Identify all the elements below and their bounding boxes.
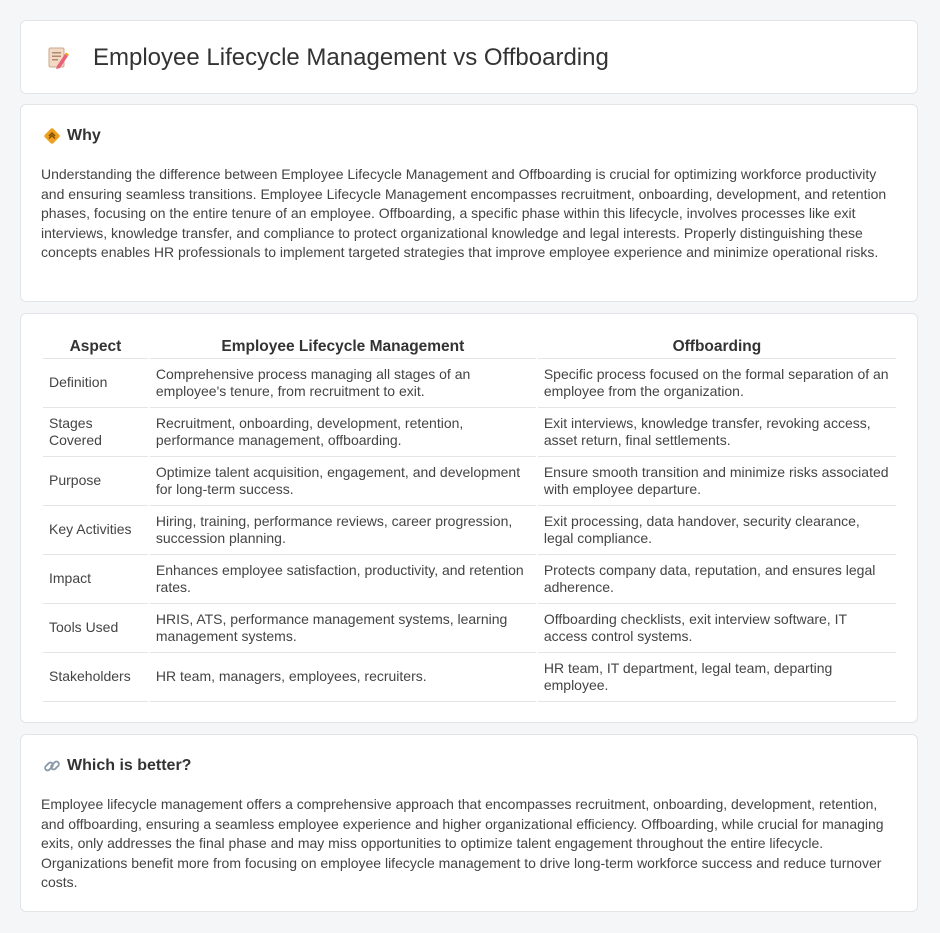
why-heading (43, 127, 101, 145)
better-title: Which is better? (67, 757, 192, 774)
comparison-card (20, 313, 918, 723)
aspect-cell: Stages Covered (43, 408, 148, 457)
lifecycle-cell: HR team, managers, employees, recruiters. (150, 653, 536, 702)
offboarding-cell: Ensure smooth transition and minimize risks associated with employee departure. (538, 457, 896, 506)
offboarding-cell: Protects company data, reputation, and ensures legal adherence. (538, 555, 896, 604)
offboarding-cell: Exit interviews, knowledge transfer, revoking access, asset return, final settlements. (538, 408, 896, 457)
offboarding-cell: Offboarding checklists, exit interview software, IT access control systems. (538, 604, 896, 653)
lifecycle-cell: Hiring, training, performance reviews, career progression, succession planning. (150, 506, 536, 555)
aspect-cell: Purpose (43, 457, 148, 506)
offboarding-cell: HR team, IT department, legal team, departing employee. (538, 653, 896, 702)
title-row (47, 43, 609, 73)
offboarding-cell: Exit processing, data handover, security clearance, legal compliance. (538, 506, 896, 555)
table-row (43, 604, 896, 653)
why-text: Understanding the difference between Employee Lifecycle Management and Offboarding is crucial for optimizing workforce productivity and ensuring seamless transitions. Employee Lifecycle Management encompasses recruitment, onboarding, development, and retention phases, focusing on the entire tenure of an employee. Offboarding, a specific phase within this lifecycle, involves processes like exit interviews, knowledge transfer, and compliance to protect organizational knowledge and legal interests. Properly distinguishing these concepts enables HR professionals to implement targeted strategies that improve employee experience and minimize operational risks. (41, 166, 887, 260)
lifecycle-cell: Comprehensive process managing all stages of an employee's tenure, from recruitment to exit. (150, 359, 536, 408)
page-title: Employee Lifecycle Management vs Offboarding (93, 44, 609, 71)
why-title: Why (67, 127, 101, 144)
aspect-cell: Stakeholders (43, 653, 148, 702)
lifecycle-cell: HRIS, ATS, performance management systems, learning management systems. (150, 604, 536, 653)
table-row (43, 457, 896, 506)
offboarding-cell: Specific process focused on the formal separation of an employee from the organization. (538, 359, 896, 408)
table-row (43, 359, 896, 408)
table-row (43, 408, 896, 457)
header-offboarding: Offboarding (538, 336, 896, 359)
link-icon (43, 757, 61, 775)
lifecycle-cell: Enhances employee satisfaction, productivity, and retention rates. (150, 555, 536, 604)
better-heading (43, 757, 191, 775)
table-header-row (43, 336, 896, 359)
better-text: Employee lifecycle management offers a comprehensive approach that encompasses recruitment, onboarding, development, retention, and offboarding, ensuring a seamless employee experience and higher organizational efficiency. Offboarding, while crucial for managing exits, only addresses the final phase and may miss opportunities to optimize talent engagement throughout the entire lifecycle. Organizations benefit more from focusing on employee lifecycle management to drive long-term workforce success and reduce turnover costs. (41, 796, 884, 890)
header-aspect: Aspect (43, 336, 148, 359)
document-pencil-icon (47, 45, 69, 71)
comparison-table (41, 336, 898, 702)
which-is-better-card (20, 734, 918, 912)
why-card (20, 104, 918, 302)
table-row (43, 506, 896, 555)
lifecycle-cell: Optimize talent acquisition, engagement, and development for long-term success. (150, 457, 536, 506)
header-card (20, 20, 918, 94)
lifecycle-cell: Recruitment, onboarding, development, retention, performance management, offboarding. (150, 408, 536, 457)
table-row (43, 555, 896, 604)
diamond-arrows-icon (43, 127, 61, 145)
aspect-cell: Definition (43, 359, 148, 408)
aspect-cell: Tools Used (43, 604, 148, 653)
table-row (43, 653, 896, 702)
aspect-cell: Key Activities (43, 506, 148, 555)
header-employee-lifecycle: Employee Lifecycle Management (150, 336, 536, 359)
aspect-cell: Impact (43, 555, 148, 604)
